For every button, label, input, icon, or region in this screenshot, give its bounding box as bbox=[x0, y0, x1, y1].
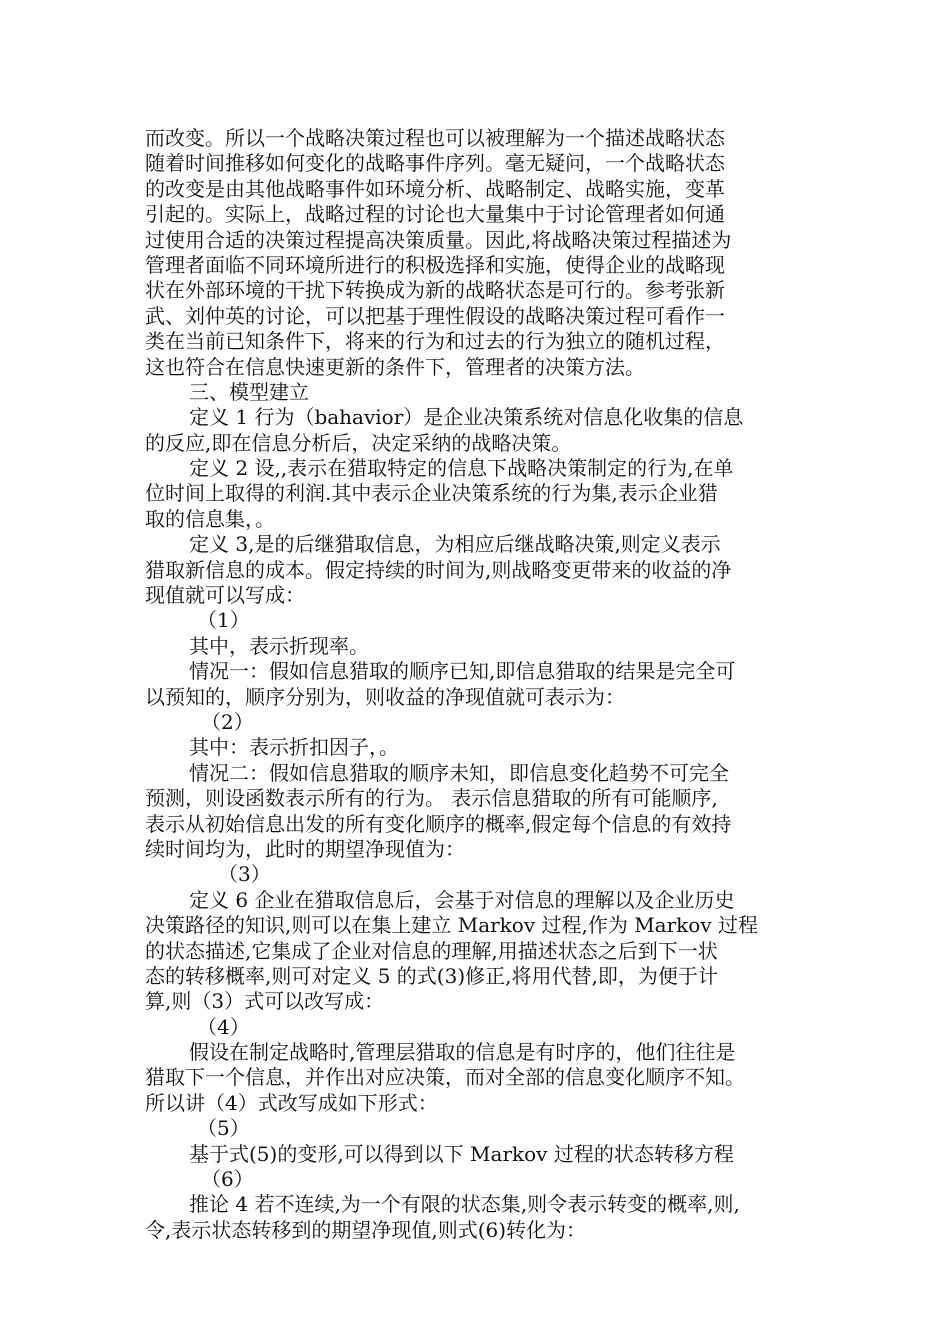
text-line: 类在当前已知条件下，将来的行为和过去的行为独立的随机过程， bbox=[145, 329, 725, 354]
text-line: 位时间上取得的利润.其中表示企业决策系统的行为集,表示企业猎 bbox=[145, 481, 718, 506]
text-line: 而改变。所以一个战略决策过程也可以被理解为一个描述战略状态 bbox=[145, 126, 725, 150]
section-heading: 三、模型建立 bbox=[189, 379, 309, 404]
text-line: 定义 3,是的后继猎取信息，为相应后继战略决策,则定义表示 bbox=[189, 532, 721, 557]
text-line: 推论 4 若不连续,为一个有限的状态集,则令表示转变的概率,则, bbox=[189, 1192, 740, 1217]
text-line: 随着时间推移如何变化的战略事件序列。毫无疑问，一个战略状态 bbox=[145, 151, 725, 176]
equation-number: （4） bbox=[197, 1014, 250, 1039]
text-line: 情况一：假如信息猎取的顺序已知,即信息猎取的结果是完全可 bbox=[189, 659, 736, 684]
text-line: 以预知的，顺序分别为，则收益的净现值就可表示为： bbox=[145, 684, 625, 709]
text-line: 情况二：假如信息猎取的顺序未知，即信息变化趋势不可完全 bbox=[189, 760, 729, 785]
text-line: 其中：表示折扣因子，。 bbox=[189, 735, 399, 760]
text-line: 定义 2 设,,表示在猎取特定的信息下战略决策制定的行为,在单 bbox=[189, 456, 734, 481]
text-line: 状在外部环境的干扰下转换成为新的战略状态是可行的。参考张新 bbox=[145, 278, 725, 303]
text-line: 定义 1 行为（bahavior）是企业决策系统对信息化收集的信息 bbox=[189, 405, 744, 430]
text-line: 过使用合适的决策过程提高决策质量。因此,将战略决策过程描述为 bbox=[145, 227, 732, 252]
text-line: 现值就可以写成： bbox=[145, 583, 305, 608]
text-line: 的状态描述,它集成了企业对信息的理解,用描述状态之后到下一状 bbox=[145, 938, 718, 963]
text-line: 假设在制定战略时,管理层猎取的信息是有时序的，他们往往是 bbox=[189, 1040, 736, 1065]
text-line: 的改变是由其他战略事件如环境分析、战略制定、战略实施，变革 bbox=[145, 176, 725, 201]
equation-number: （6） bbox=[201, 1167, 254, 1192]
text-line: 武、刘仲英的讨论，可以把基于理性假设的战略决策过程可看作一 bbox=[145, 303, 725, 328]
text-line: 决策路径的知识,则可以在集上建立 Markov 过程,作为 Markov 过程 bbox=[145, 913, 758, 938]
equation-number: （2） bbox=[201, 709, 254, 734]
text-line: 猎取新信息的成本。假定持续的时间为,则战略变更带来的收益的净 bbox=[145, 557, 732, 582]
text-line: 算,则（3）式可以改写成： bbox=[145, 989, 385, 1014]
text-line: 引起的。实际上，战略过程的讨论也大量集中于讨论管理者如何通 bbox=[145, 202, 725, 227]
text-line: 令,表示状态转移到的期望净现值,则式(6)转化为： bbox=[145, 1217, 587, 1242]
text-line: 这也符合在信息快速更新的条件下，管理者的决策方法。 bbox=[145, 354, 645, 379]
equation-number: （3） bbox=[218, 862, 271, 887]
document-body bbox=[145, 126, 810, 1243]
text-line: 取的信息集，。 bbox=[145, 506, 275, 531]
text-line: 其中，表示折现率。 bbox=[189, 633, 369, 658]
text-line: 猎取下一个信息，并作出对应决策，而对全部的信息变化顺序不知。 bbox=[145, 1065, 745, 1090]
text-line: 所以讲（4）式改写成如下形式： bbox=[145, 1090, 438, 1115]
text-line: 预测，则设函数表示所有的行为。 表示信息猎取的所有可能顺序, bbox=[145, 786, 718, 811]
text-line: 表示从初始信息出发的所有变化顺序的概率,假定每个信息的有效持 bbox=[145, 811, 732, 836]
text-line: 基于式(5)的变形,可以得到以下 Markov 过程的状态转移方程 bbox=[189, 1141, 734, 1166]
text-line: 的反应,即在信息分析后，决定采纳的战略决策。 bbox=[145, 430, 572, 455]
text-line: 定义 6 企业在猎取信息后，会基于对信息的理解以及企业历史 bbox=[189, 887, 735, 912]
text-line: 管理者面临不同环境所进行的积极选择和实施，使得企业的战略现 bbox=[145, 252, 725, 277]
equation-number: （1） bbox=[197, 608, 250, 633]
text-line: 续时间均为，此时的期望净现值为： bbox=[145, 836, 465, 861]
equation-number: （5） bbox=[197, 1116, 250, 1141]
text-line: 态的转移概率,则可对定义 5 的式(3)修正,将用代替,即，为便于计 bbox=[145, 963, 718, 988]
